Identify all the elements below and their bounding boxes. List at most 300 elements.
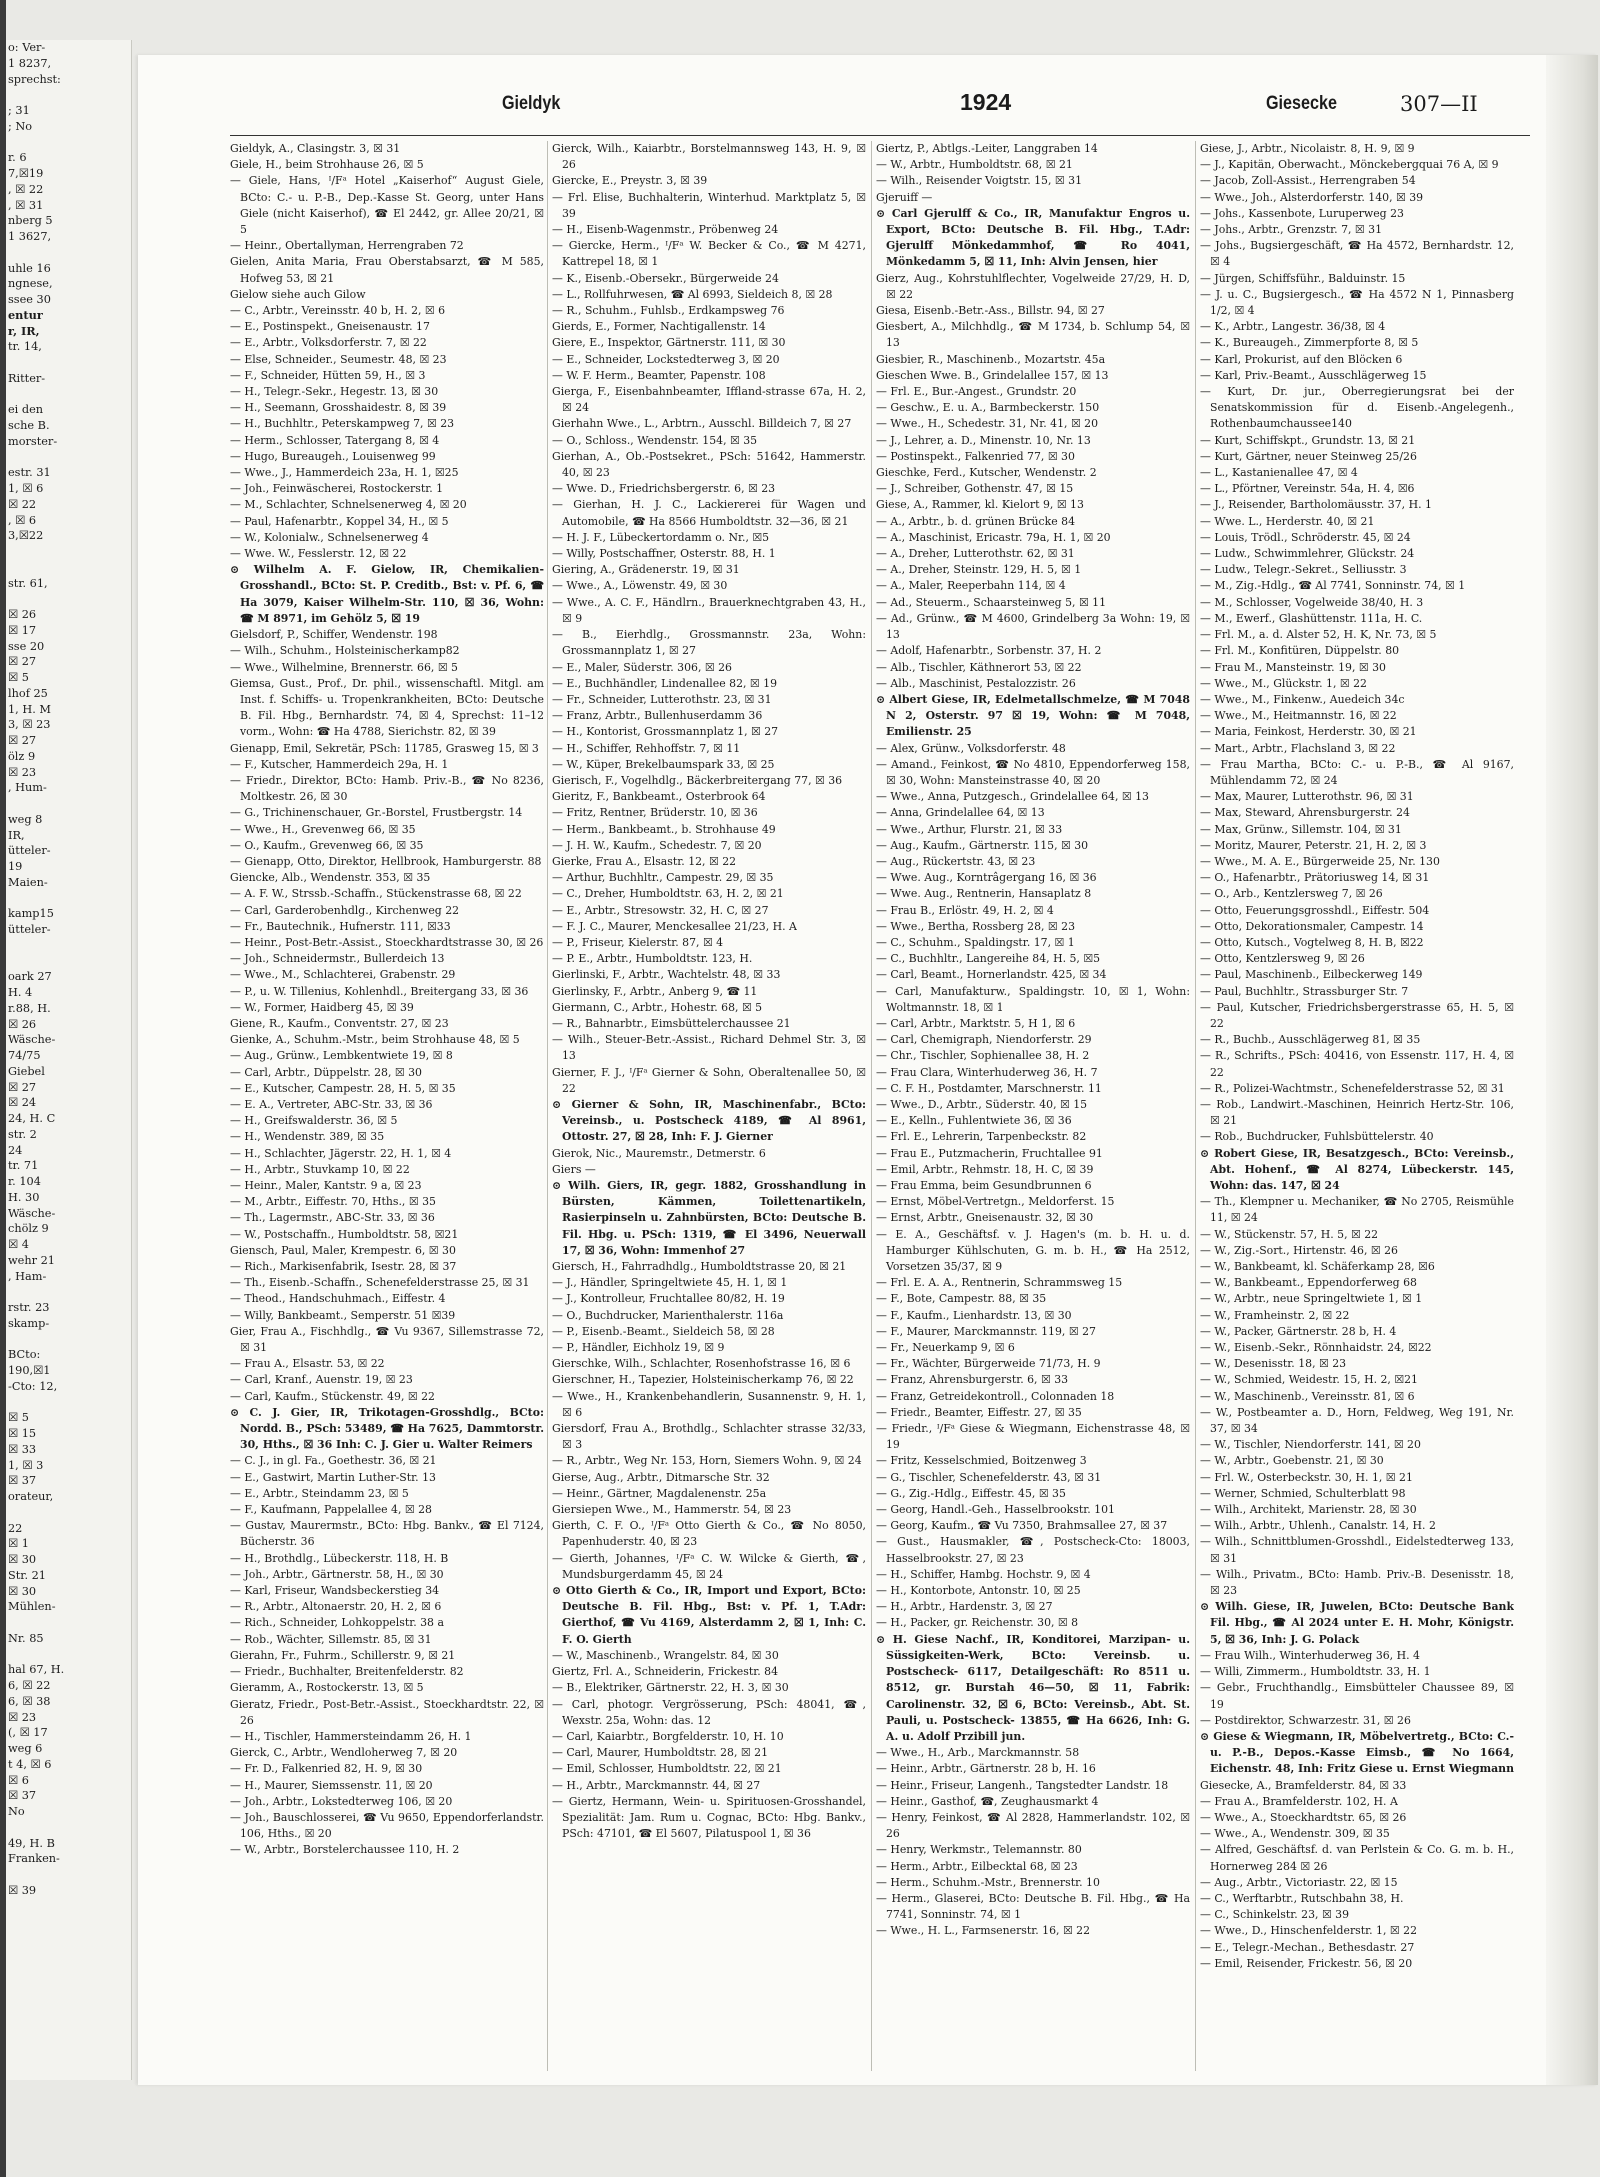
header-first-entry: Gieldyk bbox=[502, 93, 561, 114]
directory-entry: — Fr. D., Falkenried 82, H. 9, ☒ 30 bbox=[230, 1762, 423, 1776]
directory-entry: — Frau Martha, BCto: C.- u. P.-B., ☎ Al 9167, Mühlendamm 72, ☒ 24 bbox=[1200, 757, 1514, 787]
directory-entry: — O., Hafenarbtr., Prätoriusweg 14, ☒ 31 bbox=[1200, 871, 1430, 885]
directory-entry: — E., Gastwirt, Martin Luther-Str. 13 bbox=[230, 1470, 436, 1484]
directory-entry: — Wilh., Schnittblumen-Grosshdl., Eidelstedterweg 133, ☒ 31 bbox=[1200, 1535, 1514, 1565]
directory-entry: Giesa, Eisenb.-Betr.-Ass., Billstr. 94, ☒ 27 bbox=[876, 304, 1105, 318]
directory-entry: — H., Arbtr., Marckmannstr. 44, ☒ 27 bbox=[552, 1778, 761, 1792]
previous-page-fragment: IR, bbox=[8, 828, 25, 842]
directory-entry: — J., Lehrer, a. D., Minenstr. 10, Nr. 13 bbox=[876, 433, 1091, 447]
previous-page-fragment: ☒ 1 bbox=[8, 1537, 29, 1551]
directory-entry: Giersch, H., Fahrradhdlg., Humboldtstrasse 20, ☒ 21 bbox=[552, 1260, 847, 1274]
directory-entry: — Alb., Maschinist, Pestalozzistr. 26 bbox=[876, 676, 1076, 690]
directory-entry: — K., Arbtr., Langestr. 36/38, ☒ 4 bbox=[1200, 320, 1386, 334]
directory-entry: — Th., Lagermstr., ABC-Str. 33, ☒ 36 bbox=[230, 1211, 435, 1225]
directory-entry: — Friedr., ᴵ/Fᵃ Giese & Wiegmann, Eichenstrasse 48, ☒ 19 bbox=[876, 1422, 1190, 1452]
previous-page-fragment: 6, ☒ 38 bbox=[8, 1694, 51, 1708]
previous-page-fragment bbox=[6, 245, 131, 261]
directory-entry: Giertz, Frl. A., Schneiderin, Frickestr. 84 bbox=[552, 1665, 778, 1679]
directory-entry: — Wilh., Schuhm., Holsteinischerkamp82 bbox=[230, 644, 460, 658]
directory-entry: — Wwe. D., Friedrichsbergerstr. 6, ☒ 23 bbox=[552, 482, 776, 496]
directory-entry: — Max, Steward, Ahrensburgerstr. 24 bbox=[1200, 806, 1410, 820]
previous-page-fragment: , Hum- bbox=[8, 781, 47, 795]
directory-entry: — R., Schrifts., PSch: 40416, von Essenstr. 117, H. 4, ☒ 22 bbox=[1200, 1049, 1514, 1079]
directory-entry: — H., Telegr.-Sekr., Hegestr. 13, ☒ 30 bbox=[230, 385, 439, 399]
directory-entry: — F., Schneider, Hütten 59, H., ☒ 3 bbox=[230, 368, 426, 382]
previous-page-fragment: oark 27 bbox=[8, 970, 52, 984]
directory-entry: — J., Kapitän, Oberwacht., Mönckebergquai 76 A, ☒ 9 bbox=[1200, 158, 1499, 172]
previous-page-fragment: 1, H. M bbox=[8, 702, 51, 716]
directory-entry: — Wwe., H. L., Farmsenerstr. 16, ☒ 22 bbox=[876, 1924, 1091, 1938]
previous-page-fragment: sche B. bbox=[8, 419, 50, 432]
directory-entry: — W., Arbtr., Borstelerchaussee 110, H. 2 bbox=[230, 1843, 460, 1857]
directory-entry: — Heinr., Obertallyman, Herrengraben 72 bbox=[230, 239, 464, 253]
directory-entry: — Paul, Kutscher, Friedrichsbergerstrasse 65, H. 5, ☒ 22 bbox=[1200, 1000, 1514, 1030]
directory-entry: — Else, Schneider., Seumestr. 48, ☒ 23 bbox=[230, 352, 447, 366]
previous-page-fragment bbox=[6, 355, 131, 371]
directory-entry: — R., Arbtr., Weg Nr. 153, Horn, Siemers Wohn. 9, ☒ 24 bbox=[552, 1454, 862, 1468]
directory-entry: — W., Bankbeamt, kl. Schäferkamp 28, ☒6 bbox=[1200, 1260, 1435, 1274]
directory-entry: — G., Trichinenschauer, Gr.-Borstel, Frustbergstr. 14 bbox=[230, 806, 523, 820]
previous-page-fragment: Str. 21 bbox=[8, 1568, 46, 1582]
directory-entry: Gierds, E., Former, Nachtigallenstr. 14 bbox=[552, 320, 766, 334]
directory-entry: Gieramm, A., Rostockerstr. 13, ☒ 5 bbox=[230, 1681, 424, 1695]
directory-entry: — Willy, Postschaffner, Osterstr. 88, H. 1 bbox=[552, 547, 776, 561]
directory-entry: — Heinr., Post-Betr.-Assist., Stoeckhardtstrasse 30, ☒ 26 bbox=[230, 935, 544, 949]
firm-entry: ⊙ Wilhelm A. F. Gielow, IR, Chemikalien-Grosshandl., BCto: St. P. Creditb., Bst: v. Pf. 6, ☎ Ha 3079, Kaiser Wilhelm-Str. 110, ☒ 36, Wohn: ☎ M 8971, im Gehölz 5, ☒ 19 bbox=[230, 563, 544, 625]
previous-page-fragment: 6, ☒ 22 bbox=[8, 1679, 51, 1692]
previous-page-fragment: r. 6 bbox=[8, 151, 27, 165]
previous-page-fragment: 24 bbox=[8, 1143, 23, 1157]
directory-entry: — Aug., Grünw., Lembkentwiete 19, ☒ 8 bbox=[230, 1049, 453, 1063]
directory-entry: — W., Arbtr., neue Springeltwiete 1, ☒ 1 bbox=[1200, 1292, 1423, 1306]
directory-entry: — H., Eisenb-Wagenmstr., Pröbenweg 24 bbox=[552, 223, 779, 237]
previous-page-fragment bbox=[6, 1505, 131, 1521]
directory-entry: — Henry, Feinkost, ☎ Al 2828, Hammerlandstr. 102, ☒ 26 bbox=[876, 1810, 1190, 1841]
directory-entry: — Carl, photogr. Vergrösserung, PSch: 48041, ☎, Wexstr. 25a, Wohn: das. 12 bbox=[552, 1697, 866, 1727]
previous-page-fragment: nberg 5 bbox=[8, 214, 53, 228]
previous-page-fragment: tr. 14, bbox=[8, 340, 42, 354]
directory-entry: Gieschen Wwe. B., Grindelallee 157, ☒ 13 bbox=[876, 368, 1109, 382]
directory-entry: Giesbier, R., Maschinenb., Mozartstr. 45a bbox=[876, 352, 1106, 366]
previous-page-fragment: ☒ 5 bbox=[8, 671, 29, 684]
directory-entry: — Ernst, Arbtr., Gneisenaustr. 32, ☒ 30 bbox=[876, 1211, 1094, 1225]
directory-entry: — Frau Wilh., Winterhuderweg 36, H. 4 bbox=[1200, 1648, 1420, 1662]
directory-entry: — E., Kutscher, Campestr. 28, H. 5, ☒ 35 bbox=[230, 1081, 456, 1095]
directory-entry: — Johs., Bugsiergeschäft, ☎ Ha 4572, Bernhardstr. 12, ☒ 4 bbox=[1200, 239, 1514, 269]
directory-entry: — Paul, Hafenarbtr., Koppel 34, H., ☒ 5 bbox=[230, 514, 449, 528]
directory-entry: Gierschke, Wilh., Schlachter, Rosenhofstrasse 16, ☒ 6 bbox=[552, 1357, 851, 1371]
directory-entry: Giercke, E., Preystr. 3, ☒ 39 bbox=[552, 174, 708, 188]
directory-entry: — Postdirektor, Schwarzestr. 31, ☒ 26 bbox=[1200, 1713, 1411, 1727]
column-divider bbox=[1195, 141, 1196, 2071]
directory-entry: — Gustav, Maurermstr., BCto: Hbg. Bankv., ☎ El 7124, Bücherstr. 36 bbox=[230, 1519, 544, 1549]
previous-page-fragment bbox=[6, 450, 131, 466]
directory-entry: — Ludw., Telegr.-Sekret., Selliusstr. 3 bbox=[1200, 563, 1407, 577]
directory-entry: — R., Buchb., Ausschlägerweg 81, ☒ 35 bbox=[1200, 1033, 1421, 1047]
directory-entry: — Willi, Zimmerm., Humboldtstr. 33, H. 1 bbox=[1200, 1665, 1431, 1679]
previous-page-fragment: skamp- bbox=[8, 1316, 50, 1330]
directory-entry: — Wwe., H., Krankenbehandlerin, Susannenstr. 9, H. 1, ☒ 6 bbox=[552, 1389, 866, 1419]
firm-entry: ⊙ Otto Gierth & Co., IR, Import und Export, BCto: Deutsche B. Fil. Hbg., Bst: v. Pf. 1, T.Adr: Gierthof, ☎ Vu 4169, Alsterdamm 2, ☒ 1, Inh: C. F. O. Gierth bbox=[552, 1584, 866, 1646]
directory-entry: — E., Kelln., Fuhlentwiete 36, ☒ 36 bbox=[876, 1114, 1072, 1128]
directory-entry: Gieritz, F., Bankbeamt., Osterbrook 64 bbox=[552, 790, 766, 804]
previous-page-fragment: H. 4 bbox=[8, 986, 33, 999]
directory-entry: — Chr., Tischler, Sophienallee 38, H. 2 bbox=[876, 1049, 1090, 1063]
directory-entry: — Wwe., A. C. F., Händlrn., Brauerknechtgraben 43, H., ☒ 9 bbox=[552, 595, 866, 625]
directory-entry: — Ad., Steuerm., Schaarsteinweg 5, ☒ 11 bbox=[876, 595, 1107, 609]
directory-entry: Gjeruiff — bbox=[876, 190, 933, 204]
previous-page-fragment bbox=[6, 135, 131, 151]
directory-entry: — W. F. Herm., Beamter, Papenstr. 108 bbox=[552, 368, 766, 382]
previous-page-fragment: lhof 25 bbox=[8, 686, 48, 700]
previous-page-fragment: 1 3627, bbox=[8, 230, 52, 243]
directory-entry: Gieldyk, A., Clasingstr. 3, ☒ 31 bbox=[230, 142, 401, 155]
previous-page-fragment: sprechst: bbox=[8, 72, 61, 86]
directory-entry: — Joh., Bauschlosserei, ☎ Vu 9650, Eppendorferlandstr. 106, Hths., ☒ 20 bbox=[230, 1810, 544, 1841]
directory-entry: — W., Maschinenb., Wrangelstr. 84, ☒ 30 bbox=[552, 1648, 779, 1662]
previous-page-fragment: , ☒ 6 bbox=[8, 513, 37, 527]
directory-entry: — H., Buchhltr., Peterskampweg 7, ☒ 23 bbox=[230, 417, 455, 431]
directory-entry: — H., Packer, gr. Reichenstr. 30, ☒ 8 bbox=[876, 1616, 1079, 1630]
page-edge-shadow bbox=[1546, 55, 1598, 2085]
directory-entry: — M., Ewerf., Glashüttenstr. 111a, H. C. bbox=[1200, 611, 1423, 625]
previous-page-fragment: Maien- bbox=[8, 875, 48, 889]
directory-entry: — Georg, Handl.-Geh., Hasselbrookstr. 101 bbox=[876, 1503, 1115, 1517]
header-rule bbox=[230, 135, 1530, 136]
directory-entry: — M., Schlosser, Vogelweide 38/40, H. 3 bbox=[1200, 595, 1424, 609]
directory-entry: — K., Eisenb.-Obersekr., Bürgerweide 24 bbox=[552, 271, 779, 285]
directory-entry: — Wwe., Anna, Putzgesch., Grindelallee 64, ☒ 13 bbox=[876, 790, 1149, 804]
directory-entry: Gierck, Wilh., Kaiarbtr., Borstelmannsweg 143, H. 9, ☒ 26 bbox=[552, 142, 866, 172]
header-page-number: 307—II bbox=[1400, 92, 1478, 116]
directory-entry: — O., Schloss., Wendenstr. 154, ☒ 35 bbox=[552, 433, 758, 447]
directory-entry: — H., Schiffer, Rehhoffstr. 7, ☒ 11 bbox=[552, 741, 741, 755]
directory-entry: — Carl, Kranf., Auenstr. 19, ☒ 23 bbox=[230, 1373, 413, 1387]
directory-entry: — Carl, Chemigraph, Niendorferstr. 29 bbox=[876, 1033, 1092, 1047]
directory-entry: — J. u. C., Bugsiergesch., ☎ Ha 4572 N 1, Pinnasberg 1/2, ☒ 4 bbox=[1200, 287, 1514, 318]
directory-entry: — C., Werftarbtr., Rutschbahn 38, H. bbox=[1200, 1891, 1404, 1905]
previous-page-fragment: , ☒ 31 bbox=[8, 198, 44, 212]
previous-page-fragment bbox=[6, 1867, 131, 1883]
column-1 bbox=[230, 141, 544, 2071]
previous-page-fragment: Mühlen- bbox=[8, 1600, 56, 1614]
previous-page-fragment: 22 bbox=[8, 1521, 23, 1535]
directory-entry: — Georg, Kaufm., ☎ Vu 7350, Brahmsallee 27, ☒ 37 bbox=[876, 1519, 1168, 1533]
directory-entry: Gierz, Aug., Kohrstuhlflechter, Vogelweide 27/29, H. D, ☒ 22 bbox=[876, 271, 1190, 301]
previous-page-fragment: Wäsche- bbox=[8, 1033, 56, 1047]
previous-page-fragment: Wäsche- bbox=[8, 1206, 56, 1220]
directory-entry: — Wwe., Bertha, Rossberg 28, ☒ 23 bbox=[876, 919, 1076, 933]
previous-page-fragment: , Ham- bbox=[8, 1269, 47, 1283]
directory-entry: Gierga, F., Eisenbahnbeamter, Iffland-strasse 67a, H. 2, ☒ 24 bbox=[552, 385, 866, 415]
previous-page-fragment bbox=[6, 1647, 131, 1663]
directory-entry: — Wwe. W., Fesslerstr. 12, ☒ 22 bbox=[230, 547, 407, 561]
column-2 bbox=[552, 141, 866, 2071]
directory-entry: — Paul, Maschinenb., Eilbeckerweg 149 bbox=[1200, 968, 1423, 982]
directory-entry: — Amand., Feinkost, ☎ No 4810, Eppendorferweg 158, ☒ 30, Wohn: Mansteinstrasse 40, ☒ 20 bbox=[876, 757, 1190, 787]
directory-entry: Gienapp, Emil, Sekretär, PSch: 11785, Grasweg 15, ☒ 3 bbox=[230, 741, 539, 755]
directory-entry: — Franz, Getreidekontroll., Colonnaden 18 bbox=[876, 1389, 1115, 1403]
firm-entry: ⊙ C. J. Gier, IR, Trikotagen-Grosshdlg., BCto: Nordd. B., PSch: 53489, ☎ Ha 7625, Dammtorstr. 30, Hths., ☒ 36 Inh: C. J. Gier u. Walter Reimers bbox=[230, 1405, 544, 1452]
directory-entry: — Wwe., M., Glückstr. 1, ☒ 22 bbox=[1200, 676, 1367, 690]
directory-entry: — Adolf, Hafenarbtr., Sorbenstr. 37, H. 2 bbox=[876, 644, 1102, 658]
previous-page-fragment: 1, ☒ 6 bbox=[8, 482, 44, 495]
directory-entry: — A., Dreher, Steinstr. 129, H. 5, ☒ 1 bbox=[876, 563, 1082, 577]
previous-page-fragment: , ☒ 22 bbox=[8, 182, 44, 196]
previous-page-fragment bbox=[6, 891, 131, 907]
previous-page-fragment: ☒ 22 bbox=[8, 497, 37, 511]
directory-entry: — Wilh., Reisender Voigtstr. 15, ☒ 31 bbox=[876, 174, 1082, 188]
directory-entry: Gieratz, Friedr., Post-Betr.-Assist., Stoeckhardtstr. 22, ☒ 26 bbox=[230, 1697, 544, 1727]
directory-entry: — Giercke, Herm., ᴵ/Fᵃ W. Becker & Co., ☎ M 4271, Kattrepel 18, ☒ 1 bbox=[552, 239, 866, 269]
previous-page-fragment: 74/75 bbox=[8, 1049, 41, 1062]
previous-page-fragment: tr. 71 bbox=[8, 1159, 39, 1173]
directory-entry: — Joh., Arbtr., Lokstedterweg 106, ☒ 20 bbox=[230, 1794, 453, 1808]
directory-entry: — Max, Grünw., Sillemstr. 104, ☒ 31 bbox=[1200, 822, 1402, 836]
column-divider bbox=[871, 141, 872, 2071]
directory-entry: — H., Kontorist, Grossmannplatz 1, ☒ 27 bbox=[552, 725, 779, 739]
directory-entry: — Herm., Glaserei, BCto: Deutsche B. Fil. Hbg., ☎ Ha 7741, Sonninstr. 74, ☒ 1 bbox=[876, 1891, 1190, 1922]
directory-entry: Gierse, Aug., Arbtr., Ditmarsche Str. 32 bbox=[552, 1470, 770, 1484]
directory-entry: Gierschner, H., Tapezier, Holsteinischerkamp 76, ☒ 22 bbox=[552, 1373, 854, 1387]
previous-page-fragment: r, IR, bbox=[8, 323, 40, 338]
directory-entry: — G., Zig.-Hdlg., Eiffestr. 45, ☒ 35 bbox=[876, 1486, 1066, 1500]
directory-entry: — W., Eisenb.-Sekr., Rönnhaidstr. 24, ☒22 bbox=[1200, 1341, 1432, 1355]
directory-entry: — E., Postinspekt., Gneisenaustr. 17 bbox=[230, 320, 430, 334]
firm-entry: ⊙ Robert Giese, IR, Besatzgesch., BCto: Vereinsb., Abt. Hohenf., ☎ Al 8274, Lübeckerstr. 145, Wohn: das. 147, ☒ 24 bbox=[1200, 1146, 1514, 1192]
directory-entry: — Wwe., H., Grevenweg 66, ☒ 35 bbox=[230, 822, 416, 836]
directory-entry: Giensch, Paul, Maler, Krempestr. 6, ☒ 30 bbox=[230, 1243, 456, 1257]
directory-entry: Giere, E., Inspektor, Gärtnerstr. 111, ☒ 30 bbox=[552, 336, 786, 350]
directory-entry: — H., Tischler, Hammersteindamm 26, H. 1 bbox=[230, 1729, 472, 1743]
previous-page-fragment: estr. 31 bbox=[8, 466, 51, 480]
directory-entry: Gierlinski, F., Arbtr., Wachtelstr. 48, ☒ 33 bbox=[552, 968, 781, 982]
directory-entry: — Carl, Arbtr., Marktstr. 5, H 1, ☒ 6 bbox=[876, 1016, 1076, 1030]
directory-entry: — Emil, Reisender, Frickestr. 56, ☒ 20 bbox=[1200, 1956, 1413, 1970]
previous-page-fragment: ngnese, bbox=[8, 277, 53, 291]
previous-page-fragment: 190,☒1 bbox=[8, 1364, 51, 1377]
directory-entry: Gierhan, A., Ob.-Postsekret., PSch: 51642, Hammerstr. 40, ☒ 23 bbox=[552, 449, 866, 480]
directory-entry: Giertz, P., Abtlgs.-Leiter, Langgraben 14 bbox=[876, 142, 1098, 155]
directory-entry: — Joh., Feinwäscherei, Rostockerstr. 1 bbox=[230, 482, 444, 496]
directory-entry: — Carl, Maurer, Humboldtstr. 28, ☒ 21 bbox=[552, 1746, 768, 1760]
directory-entry: — H., Wendenstr. 389, ☒ 35 bbox=[230, 1130, 385, 1144]
directory-entry: — Heinr., Maler, Kantstr. 9 a, ☒ 23 bbox=[230, 1179, 422, 1192]
directory-entry: — E., Arbtr., Stresowstr. 32, H. C, ☒ 27 bbox=[552, 903, 769, 917]
directory-entry: — Alb., Tischler, Käthnerort 53, ☒ 22 bbox=[876, 660, 1082, 674]
directory-entry: — E., Buchhändler, Lindenallee 82, ☒ 19 bbox=[552, 676, 778, 690]
directory-entry: — Wilh., Steuer-Betr.-Assist., Richard Dehmel Str. 3, ☒ 13 bbox=[552, 1033, 866, 1063]
directory-entry: — H., Arbtr., Stuvkamp 10, ☒ 22 bbox=[230, 1162, 410, 1176]
directory-entry: — Geschw., E. u. A., Barmbeckerstr. 150 bbox=[876, 401, 1100, 415]
directory-entry: — W., Zig.-Sort., Hirtenstr. 46, ☒ 26 bbox=[1200, 1243, 1398, 1257]
previous-page-fragment: 1, ☒ 3 bbox=[8, 1458, 44, 1472]
directory-entry: — Fritz, Kesselschmied, Boitzenweg 3 bbox=[876, 1454, 1087, 1468]
previous-page-fragment: ütteler- bbox=[8, 923, 51, 936]
directory-entry: — P. E., Arbtr., Humboldtstr. 123, H. bbox=[552, 952, 753, 966]
previous-page-fragment: ☒ 27 bbox=[8, 734, 37, 747]
directory-entry: — W., Arbtr., Goebenstr. 21, ☒ 30 bbox=[1200, 1454, 1384, 1468]
directory-entry: Gielsdorf, P., Schiffer, Wendenstr. 198 bbox=[230, 628, 438, 642]
directory-entry: — M., Zig.-Hdlg., ☎ Al 7741, Sonninstr. 74, ☒ 1 bbox=[1200, 579, 1466, 593]
directory-entry: — F., Kutscher, Hammerdeich 29a, H. 1 bbox=[230, 757, 449, 771]
directory-entry: — P., Händler, Eichholz 19, ☒ 9 bbox=[552, 1341, 725, 1355]
directory-entry: Giers — bbox=[552, 1162, 596, 1176]
directory-entry: — E. A., Geschäftsf. v. J. Hagen's (m. b. H. u. d. Hamburger Kühlschuten, G. m. b. H., ☎ Ha 2512, Vorsetzen 35/37, ☒ 9 bbox=[876, 1227, 1190, 1274]
previous-page-fragment: ☒ 37 bbox=[8, 1789, 37, 1803]
previous-page-fragment: weg 6 bbox=[8, 1742, 43, 1755]
directory-entry: Gierner, F. J., ᴵ/Fᵃ Gierner & Sohn, Oberaltenallee 50, ☒ 22 bbox=[552, 1065, 866, 1095]
directory-entry: — Th., Eisenb.-Schaffn., Schenefelderstrasse 25, ☒ 31 bbox=[230, 1276, 530, 1290]
previous-page-fragment bbox=[6, 591, 131, 607]
previous-page-fragment bbox=[6, 796, 131, 812]
directory-entry: — W., Küper, Brekelbaumspark 33, ☒ 25 bbox=[552, 757, 775, 771]
directory-entry: — Wwe., Wilhelmine, Brennerstr. 66, ☒ 5 bbox=[230, 660, 458, 674]
previous-page-fragment: ; 31 bbox=[8, 104, 30, 117]
previous-page-fragment: orateur, bbox=[8, 1490, 54, 1503]
directory-entry: — H., Kontorbote, Antonstr. 10, ☒ 25 bbox=[876, 1584, 1081, 1598]
previous-page-fragment: 49, H. B bbox=[8, 1836, 55, 1850]
previous-page-fragment: Franken- bbox=[8, 1852, 60, 1866]
previous-page-fragment: Giebel bbox=[8, 1064, 45, 1078]
previous-page-fragment: -Cto: 12, bbox=[8, 1379, 58, 1393]
directory-entry: — Frau Emma, beim Gesundbrunnen 6 bbox=[876, 1179, 1092, 1192]
directory-entry: — W., Packer, Gärtnerstr. 28 b, H. 4 bbox=[1200, 1324, 1397, 1338]
directory-entry: — Carl, Arbtr., Düppelstr. 28, ☒ 30 bbox=[230, 1065, 422, 1079]
directory-entry: — Heinr., Gärtner, Magdalenenstr. 25a bbox=[552, 1486, 767, 1500]
directory-entry: — Franz, Ahrensburgerstr. 6, ☒ 33 bbox=[876, 1373, 1069, 1387]
column-4 bbox=[1200, 141, 1514, 2071]
directory-entry: Gierth, C. F. O., ᴵ/Fᵃ Otto Gierth & Co., ☎ No 8050, Papenhuderstr. 40, ☒ 23 bbox=[552, 1519, 866, 1549]
previous-page-fragment: ☒ 33 bbox=[8, 1442, 37, 1456]
previous-page-fragment: ☒ 26 bbox=[8, 1017, 37, 1031]
directory-entry: — P., Friseur, Kielerstr. 87, ☒ 4 bbox=[552, 935, 724, 949]
directory-entry: — Herm., Bankbeamt., b. Strohhause 49 bbox=[552, 822, 776, 836]
directory-entry: — L., Rollfuhrwesen, ☎ Al 6993, Sieldeich 8, ☒ 28 bbox=[552, 287, 833, 301]
previous-page-fragment: ☒ 6 bbox=[8, 1773, 29, 1787]
directory-entry: — Wwe., A., Stoeckhardtstr. 65, ☒ 26 bbox=[1200, 1810, 1407, 1824]
directory-entry: — R., Polizei-Wachtmstr., Schenefelderstrasse 52, ☒ 31 bbox=[1200, 1081, 1505, 1095]
directory-entry: — Heinr., Arbtr., Gärtnerstr. 28 b, H. 16 bbox=[876, 1762, 1096, 1776]
page-header bbox=[230, 89, 1530, 129]
directory-entry: — E., Telegr.-Mechan., Bethesdastr. 27 bbox=[1200, 1940, 1415, 1954]
previous-page-fragment: ☒ 4 bbox=[8, 1238, 29, 1251]
directory-entry: — Wwe., H., Schedestr. 31, Nr. 41, ☒ 20 bbox=[876, 417, 1099, 431]
directory-entry: — Otto, Feuerungsgrosshdl., Eiffestr. 504 bbox=[1200, 903, 1430, 917]
directory-entry: Gierhahn Wwe., L., Arbtrn., Ausschl. Billdeich 7, ☒ 27 bbox=[552, 417, 852, 431]
directory-entry: — W., Tischler, Niendorferstr. 141, ☒ 20 bbox=[1200, 1438, 1421, 1452]
previous-page-fragment: 3,☒22 bbox=[8, 529, 44, 543]
directory-entry: — Otto, Kentzlersweg 9, ☒ 26 bbox=[1200, 952, 1365, 966]
firm-entry: ⊙ Wilh. Giers, IR, gegr. 1882, Grosshandlung in Bürsten, Kämmen, Toilettenartikeln, Rasierpinseln u. Zahnbürsten, BCto: Deutsche B. Fil. Hbg. u. PSch: 1319, ☎ El 3496, Neuerwall 17, ☒ 36, Wohn: Immenhof 27 bbox=[552, 1179, 866, 1257]
directory-entry: — A., Maschinist, Ericastr. 79a, H. 1, ☒ 20 bbox=[876, 530, 1111, 544]
directory-entry: — Fr., Bautechnik., Hufnerstr. 111, ☒33 bbox=[230, 919, 451, 933]
previous-page-fragment: ☒ 30 bbox=[8, 1553, 37, 1566]
directory-entry: Giering, A., Grädenerstr. 19, ☒ 31 bbox=[552, 563, 740, 577]
firm-entry: ⊙ Wilh. Giese, IR, Juwelen, BCto: Deutsche Bank Fil. Hbg., ☎ Al 2024 unter E. H. Mohr, Königstr. 5, ☒ 36, Inh: J. G. Polack bbox=[1200, 1600, 1514, 1646]
directory-entry: Gielow siehe auch Gilow bbox=[230, 287, 366, 301]
directory-entry: — H. J. F., Lübeckertordamm o. Nr., ☒5 bbox=[552, 530, 770, 544]
directory-entry: — B., Eierhdlg., Grossmannstr. 23a, Wohn: Grossmannplatz 1, ☒ 27 bbox=[552, 628, 866, 658]
directory-entry: — Gust., Hausmakler, ☎, Postscheck-Cto: 18003, Hasselbrookstr. 27, ☒ 23 bbox=[876, 1535, 1190, 1565]
previous-page-fragment bbox=[6, 1820, 131, 1836]
directory-entry: — Fr., Wächter, Bürgerweide 71/73, H. 9 bbox=[876, 1357, 1101, 1371]
directory-entry: — Rich., Markisenfabrik, Isestr. 28, ☒ 37 bbox=[230, 1260, 457, 1274]
firm-entry: ⊙ Carl Gjerulff & Co., IR, Manufaktur Engros u. Export, BCto: Deutsche B. Fil. Hbg., T.Adr: Gjerulff Mönkedammhof, ☎ Ro 4041, Mönkedamm 5, ☒ 11, Inh: Alvin Jensen, hier bbox=[876, 206, 1190, 269]
directory-entry: — O., Arb., Kentzlersweg 7, ☒ 26 bbox=[1200, 887, 1383, 901]
firm-entry: ⊙ Giese & Wiegmann, IR, Möbelvertretg., BCto: C.- u. P.-B., Depos.-Kasse Eimsb., ☎ No 1664, Eichenstr. 48, Inh: Fritz Giese u. Ernst Wiegmann bbox=[1200, 1729, 1514, 1776]
previous-page-fragment: ei den bbox=[8, 403, 44, 417]
directory-entry: — Ludw., Schwimmlehrer, Glückstr. 24 bbox=[1200, 547, 1415, 561]
directory-entry: Gierok, Nic., Mauremstr., Detmerstr. 6 bbox=[552, 1146, 766, 1160]
directory-entry: — M., Schlachter, Schnelsenerweg 4, ☒ 20 bbox=[230, 498, 467, 512]
directory-entry: — Wwe., Joh., Alsterdorferstr. 140, ☒ 39 bbox=[1200, 190, 1424, 204]
directory-entry: — Werner, Schmied, Schulterblatt 98 bbox=[1200, 1486, 1406, 1500]
directory-entry: — Wwe., M., Schlachterei, Grabenstr. 29 bbox=[230, 968, 456, 982]
directory-entry: — Gebr., Fruchthandlg., Eimsbütteler Chaussee 89, ☒ 19 bbox=[1200, 1681, 1514, 1711]
previous-page-fragment: ☒ 39 bbox=[8, 1883, 37, 1897]
directory-entry: — Giertz, Hermann, Wein- u. Spirituosen-Grosshandel, Spezialität: Jam. Rum u. Cognac, BCto: Hbg. Bankv., PSch: 47101, ☎ El 5607, Pilatuspool 1, ☒ 36 bbox=[552, 1794, 866, 1841]
previous-page-fragment: t 4, ☒ 6 bbox=[8, 1757, 52, 1771]
directory-entry: — Arthur, Buchhltr., Campestr. 29, ☒ 35 bbox=[552, 871, 774, 885]
directory-entry: — W., Arbtr., Humboldtstr. 68, ☒ 21 bbox=[876, 158, 1073, 172]
directory-entry: — Johs., Kassenbote, Luruperweg 23 bbox=[1200, 206, 1404, 220]
previous-page-fragment: entur bbox=[8, 307, 43, 322]
directory-entry: — Friedr., Buchhalter, Breitenfelderstr. 82 bbox=[230, 1665, 464, 1679]
directory-entry: Gielen, Anita Maria, Frau Oberstabsarzt, ☎ M 585, Hofweg 53, ☒ 21 bbox=[230, 255, 544, 285]
directory-entry: Gieschke, Ferd., Kutscher, Wendenstr. 2 bbox=[876, 466, 1097, 480]
directory-entry: — Karl, Prokurist, auf den Blöcken 6 bbox=[1200, 352, 1403, 366]
previous-page-fragment: ☒ 15 bbox=[8, 1427, 37, 1440]
directory-entry: — Joh., Arbtr., Gärtnerstr. 58, H., ☒ 30 bbox=[230, 1567, 444, 1581]
directory-entry: — Emil, Schlosser, Humboldtstr. 22, ☒ 21 bbox=[552, 1762, 782, 1776]
directory-entry: — Louis, Trödl., Schröderstr. 45, ☒ 24 bbox=[1200, 530, 1411, 544]
directory-entry: — W., Framheinstr. 2, ☒ 22 bbox=[1200, 1308, 1350, 1322]
previous-page-fragment: 3, ☒ 23 bbox=[8, 718, 51, 732]
directory-entry: — H., Greifswalderstr. 36, ☒ 5 bbox=[230, 1114, 398, 1128]
directory-entry: — Willy, Bankbeamt., Semperstr. 51 ☒39 bbox=[230, 1308, 456, 1322]
previous-page-fragment bbox=[6, 560, 131, 576]
directory-entry: — Rich., Schneider, Lohkoppelstr. 38 a bbox=[230, 1616, 444, 1630]
directory-entry: — Frl. M., Konfitüren, Düppelstr. 80 bbox=[1200, 644, 1400, 658]
directory-entry: — W., Stückenstr. 57, H. 5, ☒ 22 bbox=[1200, 1227, 1379, 1241]
directory-entry: — C., Schinkelstr. 23, ☒ 39 bbox=[1200, 1908, 1350, 1922]
directory-entry: — Rob., Buchdrucker, Fuhlsbüttelerstr. 40 bbox=[1200, 1130, 1434, 1144]
header-year: 1924 bbox=[960, 89, 1012, 115]
directory-entry: Gierck, C., Arbtr., Wendloherweg 7, ☒ 20 bbox=[230, 1746, 458, 1760]
directory-entry: — E., Arbtr., Volksdorferstr. 7, ☒ 22 bbox=[230, 336, 427, 350]
directory-entry: — Rob., Wächter, Sillemstr. 85, ☒ 31 bbox=[230, 1632, 432, 1646]
directory-entry: — Gienapp, Otto, Direktor, Hellbrook, Hamburgerstr. 88 bbox=[230, 854, 542, 868]
previous-page-fragment: r. 104 bbox=[8, 1175, 41, 1188]
directory-entry: — A., Dreher, Lutterothstr. 62, ☒ 31 bbox=[876, 547, 1075, 561]
column-divider bbox=[547, 141, 548, 2071]
directory-entry: — Joh., Schneidermstr., Bullerdeich 13 bbox=[230, 952, 445, 966]
previous-page-fragment bbox=[6, 544, 131, 560]
previous-page-fragment: wehr 21 bbox=[8, 1253, 55, 1267]
directory-entry: — L., Kastanienallee 47, ☒ 4 bbox=[1200, 466, 1358, 480]
firm-entry: ⊙ Gierner & Sohn, IR, Maschinenfabr., BCto: Vereinsb., u. Postscheck 4189, ☎ Al 8961, Ottostr. 27, ☒ 28, Inh: F. J. Gierner bbox=[552, 1097, 866, 1144]
directory-entry: — Otto, Kutsch., Vogtelweg 8, H. B, ☒22 bbox=[1200, 935, 1424, 949]
previous-page-fragment bbox=[6, 1284, 131, 1300]
directory-entry: — Theod., Handschuhmach., Eiffestr. 4 bbox=[230, 1292, 446, 1306]
directory-entry: — Gierth, Johannes, ᴵ/Fᵃ C. W. Wilcke & Gierth, ☎, Mundsburgerdamm 45, ☒ 24 bbox=[552, 1551, 866, 1581]
previous-page-fragment: rstr. 23 bbox=[8, 1301, 50, 1314]
directory-entry: — Fr., Neuerkamp 9, ☒ 6 bbox=[876, 1341, 1015, 1355]
previous-page-fragment: ☒ 27 bbox=[8, 655, 37, 669]
directory-entry: — Karl, Friseur, Wandsbeckerstieg 34 bbox=[230, 1584, 440, 1598]
directory-entry: — C., Arbtr., Vereinsstr. 40 b, H. 2, ☒ 6 bbox=[230, 304, 446, 318]
